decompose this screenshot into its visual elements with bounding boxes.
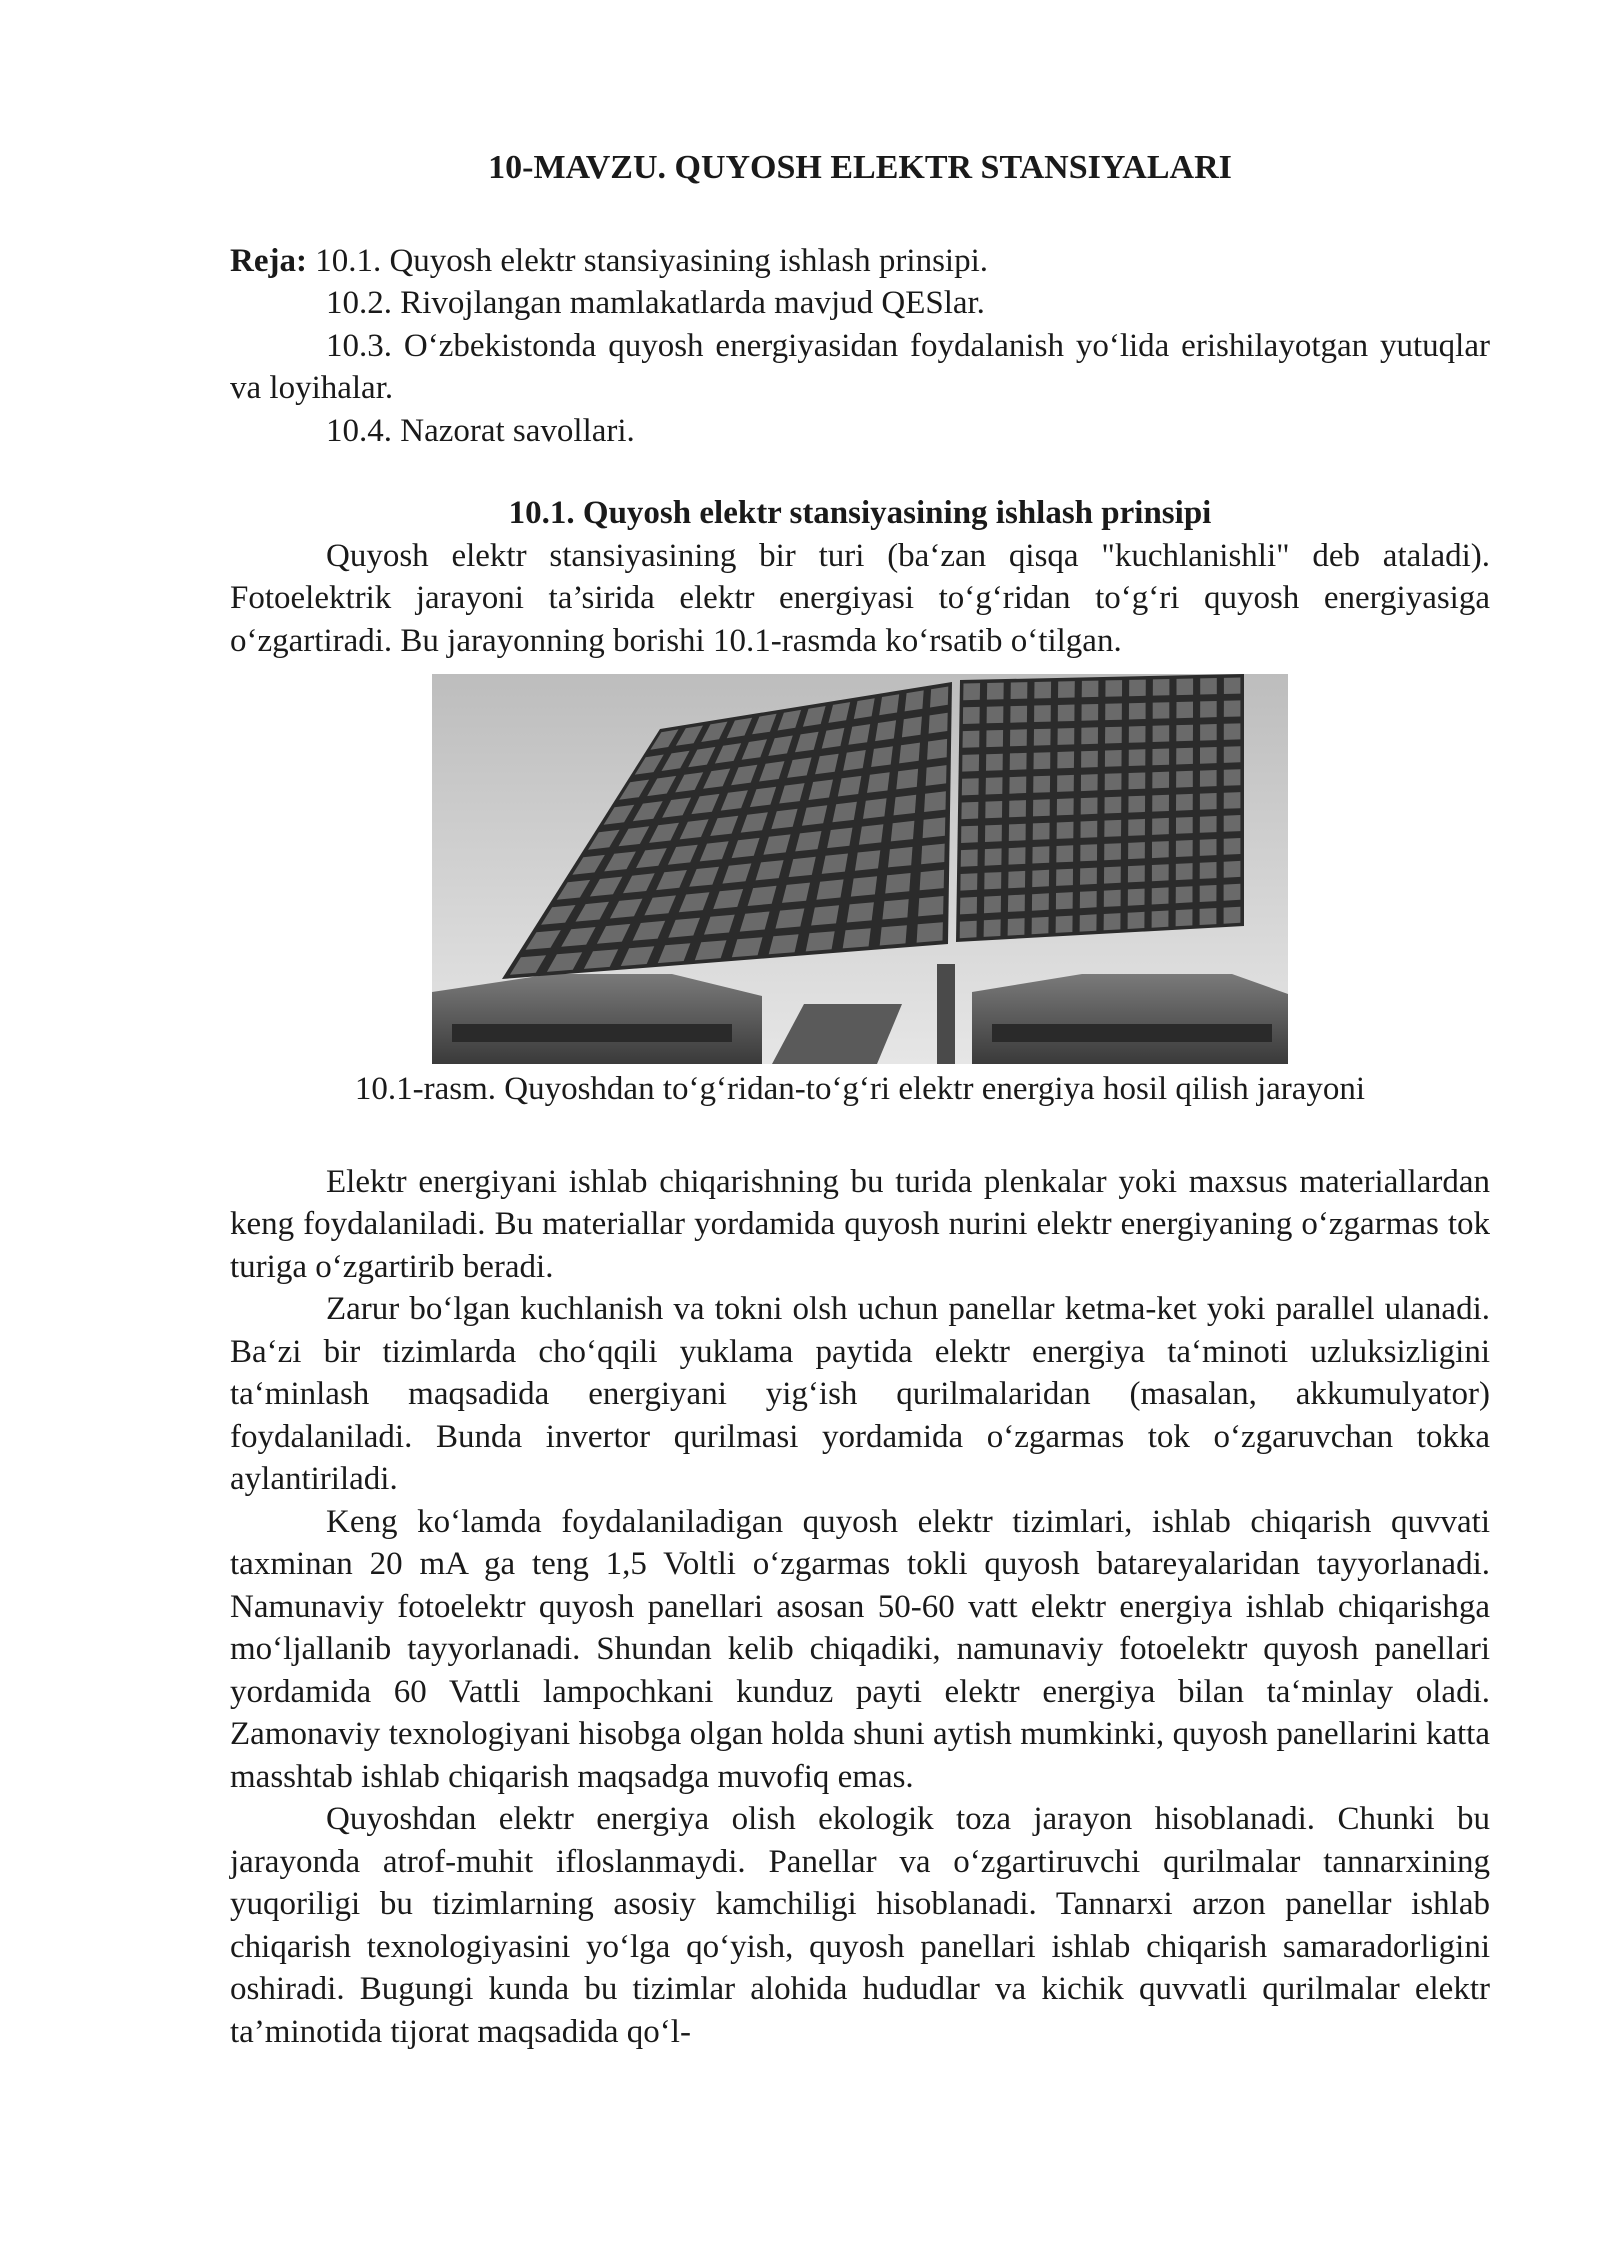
solar-cell: [1176, 909, 1193, 926]
solar-cell: [1033, 799, 1050, 816]
solar-cell: [1224, 815, 1241, 832]
solar-cell: [1200, 793, 1217, 810]
solar-cell: [822, 854, 848, 874]
solar-cell: [1011, 682, 1028, 699]
body-paragraph: Elektr energiyani ishlab chiqarishning bu turida plenkalar yoki maxsus materiallardan keng foydalaniladi. Bu materiallar yordamida quyosh nurini elektr energiyaning o‘zgarmas tok turiga o‘zgartirib beradi.: [230, 1163, 1490, 1285]
solar-cell: [986, 777, 1003, 794]
solar-cell: [1224, 700, 1241, 717]
solar-cell: [847, 902, 874, 922]
solar-cell: [929, 713, 948, 734]
solar-cell: [1128, 796, 1145, 813]
solar-cell: [806, 931, 835, 951]
solar-cell: [961, 849, 978, 866]
solar-cell: [1058, 728, 1075, 745]
solar-cell: [851, 876, 877, 896]
solar-cell: [985, 801, 1002, 818]
solar-cell: [962, 778, 979, 795]
solar-cell: [1009, 847, 1026, 864]
solar-cell: [1153, 725, 1170, 742]
page-content: [230, 147, 1490, 2053]
solar-cell: [1200, 908, 1217, 925]
solar-cell: [1056, 869, 1073, 886]
solar-cell: [1152, 818, 1169, 835]
solar-cell: [875, 720, 896, 741]
solar-cell: [827, 828, 852, 849]
solar-cell: [984, 919, 1001, 937]
figure-caption: 10.1-rasm. Quyoshdan to‘g‘ridan-to‘g‘ri elektr energiya hosil qilish jarayoni: [354, 1071, 1366, 1107]
solar-cell: [1008, 918, 1025, 936]
plan-item: 10.2. Rivojlangan mamlakatlarda mavjud QESlar.: [326, 285, 985, 321]
solar-cell: [1153, 702, 1170, 719]
solar-cell: [1034, 705, 1051, 722]
body-paragraph: Quyosh elektr stansiyasining bir turi (ba‘zan qisqa "kuchlanishli" deb ataladi). Fotoelektrik jarayoni ta’sirida elektr energiyasi to‘g‘ridan to‘g‘ri quyosh energiyasiga o‘zgartiradi. Bu jarayonning borishi 10.1-rasmda ko‘rsatib o‘tilgan.: [230, 537, 1490, 659]
solar-cell: [1153, 679, 1170, 696]
solar-cell: [1224, 792, 1241, 809]
solar-cell: [1057, 775, 1074, 792]
building-windows-left: [452, 1024, 732, 1042]
solar-cell: [960, 897, 977, 915]
solar-cell: [1034, 729, 1051, 746]
solar-cell: [1104, 867, 1121, 884]
solar-cell: [1152, 911, 1169, 928]
solar-cell: [1224, 678, 1241, 695]
solar-cell: [1176, 886, 1193, 903]
solar-cell: [1033, 776, 1050, 793]
solar-cell: [917, 922, 943, 942]
solar-cell: [1105, 750, 1122, 767]
solar-cell: [1152, 887, 1169, 904]
solar-cell: [888, 847, 913, 868]
solar-cell: [885, 873, 910, 894]
solar-cell: [963, 707, 980, 724]
solar-cell: [1032, 917, 1049, 934]
solar-cell: [1080, 914, 1097, 931]
solar-cell: [879, 694, 899, 715]
solar-cell: [1104, 913, 1121, 930]
solar-panel-right: [956, 674, 1244, 942]
solar-cell: [1200, 747, 1217, 764]
solar-cell: [1176, 725, 1193, 742]
panel-support-pole: [937, 964, 955, 1064]
solar-cell: [1200, 839, 1217, 856]
solar-cell: [923, 817, 946, 838]
solar-cell: [902, 717, 922, 738]
building-roof: [432, 974, 762, 1064]
figure: [230, 674, 1490, 1064]
solar-cell: [1008, 871, 1025, 888]
solar-cell: [1200, 724, 1217, 741]
solar-cell: [1128, 842, 1145, 859]
solar-cell: [961, 802, 978, 819]
solar-cell: [921, 844, 945, 865]
solar-cell: [1056, 845, 1073, 862]
solar-cell: [1032, 846, 1049, 863]
solar-cell: [1176, 863, 1193, 880]
solar-cell: [1081, 751, 1098, 768]
building-windows-right: [992, 1024, 1272, 1042]
solar-cell: [1224, 861, 1241, 878]
section-heading: 10.1. Quyosh elektr stansiyasining ishlash prinsipi: [508, 495, 1212, 531]
solar-cell: [987, 706, 1004, 723]
plan-block: [230, 240, 1490, 453]
solar-cell: [1129, 726, 1146, 743]
solar-cell: [927, 739, 947, 760]
solar-cell: [880, 925, 907, 945]
plan-item: 10.4. Nazorat savollari.: [326, 412, 635, 449]
solar-cell: [1056, 892, 1073, 909]
solar-cell: [1129, 773, 1146, 790]
solar-cell: [1008, 895, 1025, 912]
solar-cell: [1058, 681, 1075, 698]
solar-cell: [987, 683, 1004, 700]
solar-cell: [894, 795, 917, 816]
solar-cell: [843, 928, 871, 948]
solar-cell: [986, 730, 1003, 747]
body-paragraph: Zarur bo‘lgan kuchlanish va tokni olsh uchun panellar ketma-ket yoki parallel ulanadi. Ba‘zi bir tizimlarda cho‘qqili yuklama paytida elektr energiya ta‘minoti uzluksizligini ta‘minlash maqsadida energiyani yig‘ish qurilmalaridan (masalan, akkumulyator) foydalaniladi. Bunda invertor qurilmasi yordamida o‘zgarmas tok o‘zgaruvchan tokka aylantiriladi.: [230, 1291, 1490, 1497]
solar-cell: [891, 821, 915, 842]
solar-cell: [1200, 862, 1217, 879]
solar-cell: [1032, 893, 1049, 910]
solar-cell: [963, 683, 980, 700]
plan-item: [230, 240, 1490, 283]
solar-cell: [1128, 819, 1145, 836]
solar-cell: [769, 934, 799, 954]
solar-cell: [918, 896, 943, 916]
solar-cell: [1200, 816, 1217, 833]
solar-cell: [1009, 824, 1026, 841]
solar-cell: [961, 826, 978, 843]
solar-cell: [816, 879, 843, 899]
solar-cell: [1081, 727, 1098, 744]
solar-cell: [1105, 797, 1122, 814]
solar-cell: [1034, 682, 1051, 699]
solar-cell: [920, 870, 945, 891]
solar-cell: [863, 798, 887, 819]
solar-cell: [1104, 820, 1121, 837]
solar-cell: [1009, 800, 1026, 817]
solar-cell: [811, 905, 839, 925]
solar-cell: [963, 731, 980, 748]
solar-cell: [1176, 748, 1193, 765]
solar-cell: [1080, 868, 1097, 885]
solar-cell: [1105, 773, 1122, 790]
solar-cell: [930, 687, 948, 708]
solar-cell: [905, 690, 924, 711]
solar-cell: [1224, 884, 1241, 901]
solar-cell: [960, 921, 977, 939]
solar-cell: [1200, 770, 1217, 787]
solar-cell: [1081, 774, 1098, 791]
solar-cell: [1200, 701, 1217, 718]
solar-cell: [1176, 817, 1193, 834]
solar-cell: [1128, 889, 1145, 906]
building-roof-right: [972, 974, 1288, 1064]
solar-cell: [1129, 703, 1146, 720]
solar-cell: [984, 896, 1001, 914]
solar-cell: [1176, 794, 1193, 811]
solar-cell: [1152, 841, 1169, 858]
solar-cell: [1177, 679, 1194, 696]
solar-cell: [1176, 771, 1193, 788]
solar-cell: [1105, 680, 1122, 697]
solar-cell: [1081, 798, 1098, 815]
solar-cell: [1056, 916, 1073, 933]
solar-cell: [1200, 678, 1217, 695]
solar-cell: [871, 746, 893, 767]
solar-cell: [1128, 912, 1145, 929]
solar-cell: [855, 850, 880, 871]
solar-cell: [1129, 749, 1146, 766]
solar-cell: [1176, 840, 1193, 857]
solar-cell: [1176, 702, 1193, 719]
solar-cell: [962, 754, 979, 771]
solar-cell: [984, 872, 1001, 889]
solar-cell: [1224, 723, 1241, 740]
solar-cell: [1224, 838, 1241, 855]
solar-cell: [867, 772, 890, 793]
solar-cell: [1010, 753, 1027, 770]
solar-cell: [1057, 798, 1074, 815]
solar-cell: [896, 769, 918, 790]
solar-cell: [1200, 885, 1217, 902]
solar-panel-photo: [432, 674, 1288, 1064]
solar-cell: [1152, 772, 1169, 789]
solar-cell: [859, 824, 884, 845]
plan-item: 10.3. O‘zbekistonda quyosh energiyasidan foydalanish yo‘lida erishilayotgan yutuqlar va loyihalar.: [230, 327, 1490, 406]
solar-cell: [1032, 870, 1049, 887]
solar-cell: [1152, 749, 1169, 766]
solar-cell: [1128, 865, 1145, 882]
solar-cell: [1080, 891, 1097, 908]
solar-cell: [1224, 769, 1241, 786]
solar-cell: [1105, 727, 1122, 744]
solar-cell: [1152, 864, 1169, 881]
solar-cell: [882, 899, 908, 919]
solar-cell: [985, 848, 1002, 865]
solar-cell: [1057, 751, 1074, 768]
solar-cell: [899, 743, 920, 764]
solar-cell: [926, 765, 947, 786]
solar-cell: [1104, 890, 1121, 907]
solar-cell: [924, 791, 946, 812]
solar-cell: [1057, 822, 1074, 839]
solar-cell: [1082, 681, 1099, 698]
solar-cell: [960, 873, 977, 890]
solar-cell: [1010, 706, 1027, 723]
plan-label: Reja:: [230, 242, 307, 279]
solar-cell: [1104, 843, 1121, 860]
solar-cell: [1080, 844, 1097, 861]
solar-cell: [1033, 823, 1050, 840]
solar-cell: [1152, 795, 1169, 812]
solar-cell: [985, 825, 1002, 842]
solar-cell: [1224, 907, 1241, 924]
solar-cell: [1058, 705, 1075, 722]
solar-cell: [986, 754, 1003, 771]
solar-cell: [1034, 752, 1051, 769]
solar-cell: [1129, 680, 1146, 697]
solar-cell: [1082, 704, 1099, 721]
body-paragraph: Keng ko‘lamda foydalaniladigan quyosh elektr tizimlari, ishlab chiqarish quvvati taxminan 20 mA ga teng 1,5 Voltli o‘zgarmas tokli quyosh batareyalaridan tayyorlanadi. Namunaviy fotoelektr quyosh panellari asosan 50-60 vatt elektr energiya ishlab chiqarishga mo‘ljallanib tayyorlanadi. Shundan kelib chiqadiki, namunaviy fotoelektr quyosh panellari yordamida 60 Vattli lampochkani kunduz payti elektr energiya bilan ta‘minlay oladi. Zamonaviy texnologiyani hisobga olgan holda shuni aytish mumkinki, quyosh panellarini katta masshtab ishlab chiqarish maqsadga muvofiq emas.: [230, 1503, 1490, 1795]
plan-item-text: 10.1. Quyosh elektr stansiyasining ishlash prinsipi.: [315, 242, 989, 279]
solar-cell: [1105, 703, 1122, 720]
body-paragraph: Quyoshdan elektr energiya olish ekologik toza jarayon hisoblanadi. Chunki bu jarayonda atrof-muhit ifloslanmaydi. Panellar va o‘zgartiruvchi qurilmalar tannarxining yuqoriligi bu tizimlarning asosiy kamchiligi hisoblanadi. Tannarxi arzon panellar ishlab chiqarish texnologiyasini yo‘lga qo‘yish, quyosh panellari ishlab chiqarish samaradorligini oshiradi. Bugungi kunda bu tizimlar alohida hududlar va kichik quvvatli qurilmalar elektr ta’minotida tijorat maqsadida qo‘l-: [230, 1801, 1490, 2050]
page-title: 10-MAVZU. QUYOSH ELEKTR STANSIYALARI: [488, 149, 1232, 186]
solar-cell: [1009, 777, 1026, 794]
solar-cell: [1010, 729, 1027, 746]
solar-cell: [1224, 746, 1241, 763]
solar-cell: [832, 802, 857, 823]
solar-cell: [1081, 821, 1098, 838]
